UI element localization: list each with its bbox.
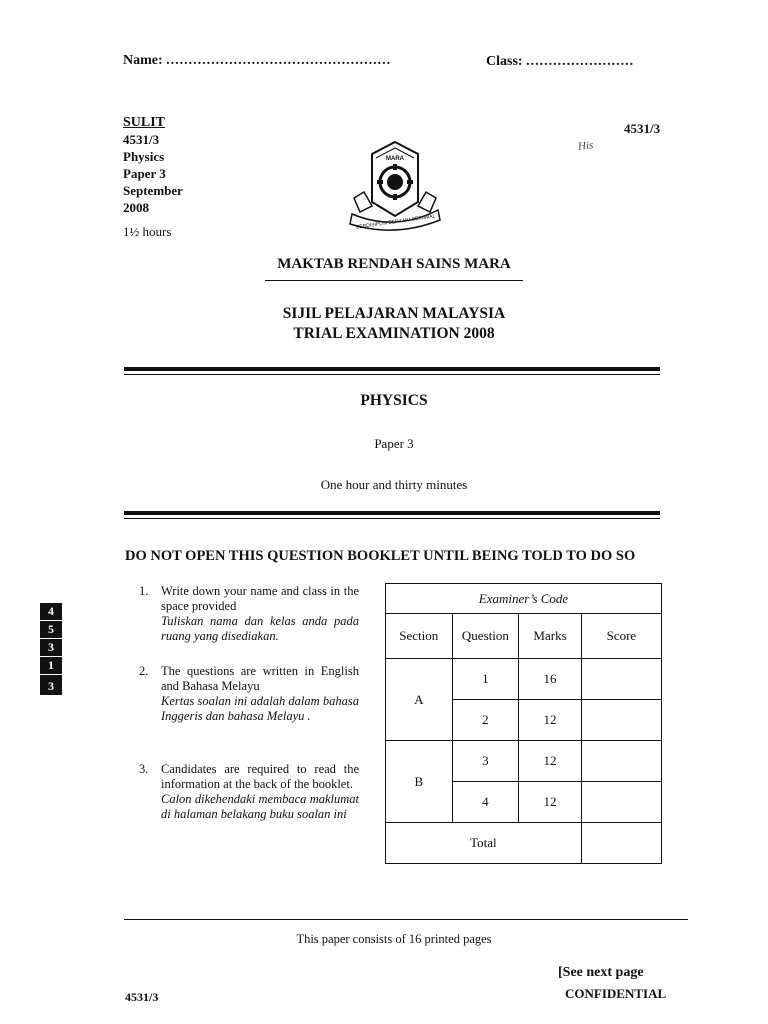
logo-top-text: MARA [386, 156, 404, 162]
marks-cell: 12 [519, 741, 582, 782]
footer-code: 4531/3 [125, 990, 159, 1004]
exam-title-line1: SIJIL PELAJARAN MALAYSIA [282, 305, 506, 322]
exam-paper: Paper 3 [374, 436, 414, 451]
paper-meta [123, 114, 183, 216]
footer-rule [124, 919, 688, 920]
name-dots: .................................................. [166, 53, 392, 68]
score-cell[interactable] [581, 741, 661, 782]
instruction-item [139, 584, 359, 644]
divider-bottom-thin [124, 518, 660, 519]
instruction-malay: Tuliskan nama dan kelas anda pada ruang yang disediakan. [161, 614, 359, 643]
class-field [486, 54, 634, 70]
divider-top-thin [124, 374, 660, 375]
paper-code-right: 4531/3 [624, 121, 661, 136]
marks-cell: 12 [519, 782, 582, 823]
side-code-digit: 4 [40, 603, 62, 621]
marks-cell: 12 [519, 700, 582, 741]
instruction-item [139, 762, 359, 822]
paper-subject: Physics [123, 149, 165, 164]
header-marks: Marks [519, 614, 582, 659]
header-question: Question [452, 614, 519, 659]
exam-title-line2: TRIAL EXAMINATION 2008 [293, 325, 495, 342]
score-cell[interactable] [581, 700, 661, 741]
class-dots: ........................ [526, 54, 635, 69]
total-score-cell[interactable] [581, 823, 661, 864]
instruction-english: The questions are written in English and Bahasa Melayu [161, 664, 359, 693]
exam-subject: PHYSICS [360, 392, 428, 409]
sulit-label: SULIT [123, 115, 166, 130]
mara-crest-icon [340, 140, 450, 230]
class-label: Class: [486, 54, 523, 69]
next-page-label: [See next page [558, 965, 644, 980]
score-cell[interactable] [581, 782, 661, 823]
instruction-item [139, 664, 359, 724]
institution-underline [265, 280, 523, 281]
examiner-table [385, 583, 662, 864]
logo-ribbon-text: BERDISIPLIN BERILMU BERAMAL [355, 213, 436, 231]
question-cell: 3 [452, 741, 519, 782]
question-cell: 2 [452, 700, 519, 741]
header-score: Score [581, 614, 661, 659]
question-cell: 1 [452, 659, 519, 700]
exam-duration: One hour and thirty minutes [320, 477, 468, 492]
warning-text: DO NOT OPEN THIS QUESTION BOOKLET UNTIL BEING TOLD TO DO SO [125, 548, 636, 564]
paper-month: September [123, 183, 183, 198]
paper-code: 4531/3 [123, 132, 160, 147]
instruction-number: 3. [139, 762, 149, 776]
instruction-malay: Kertas soalan ini adalah dalam bahasa Inggeris dan bahasa Melayu . [161, 694, 359, 723]
instruction-number: 1. [139, 584, 149, 598]
side-code-digit: 3 [48, 679, 54, 693]
name-field [123, 53, 391, 69]
divider-top [124, 367, 660, 371]
mara-logo [340, 140, 450, 230]
question-cell: 4 [452, 782, 519, 823]
paper-number: Paper 3 [123, 166, 166, 181]
side-code-digit: 1 [40, 657, 62, 675]
paper-year: 2008 [123, 200, 149, 215]
confidential-label: CONFIDENTIAL [565, 986, 667, 1001]
instruction-malay: Calon dikehendaki membaca maklumat di halaman belakang buku soalan ini [161, 792, 359, 821]
instruction-english: Write down your name and class in the space provided [161, 584, 359, 613]
pages-note: This paper consists of 16 printed pages [296, 932, 492, 946]
paper-duration: 1½ hours [123, 224, 172, 239]
instruction-number: 2. [139, 664, 149, 678]
section-cell: B [386, 741, 453, 823]
side-code-digit: 3 [40, 639, 62, 657]
divider-bottom [124, 511, 660, 515]
instruction-english: Candidates are required to read the information at the back of the booklet. [161, 762, 359, 791]
total-label: Total [386, 823, 582, 864]
header-section: Section [386, 614, 453, 659]
section-cell: A [386, 659, 453, 741]
handwritten-mark: His [577, 139, 594, 153]
institution-name: MAKTAB RENDAH SAINS MARA [277, 256, 511, 272]
score-cell[interactable] [581, 659, 661, 700]
marks-cell: 16 [519, 659, 582, 700]
examiner-table-title: Examiner’s Code [386, 584, 662, 614]
side-code-digit: 5 [40, 621, 62, 639]
side-code-strip [40, 603, 62, 695]
name-label: Name: [123, 53, 163, 68]
